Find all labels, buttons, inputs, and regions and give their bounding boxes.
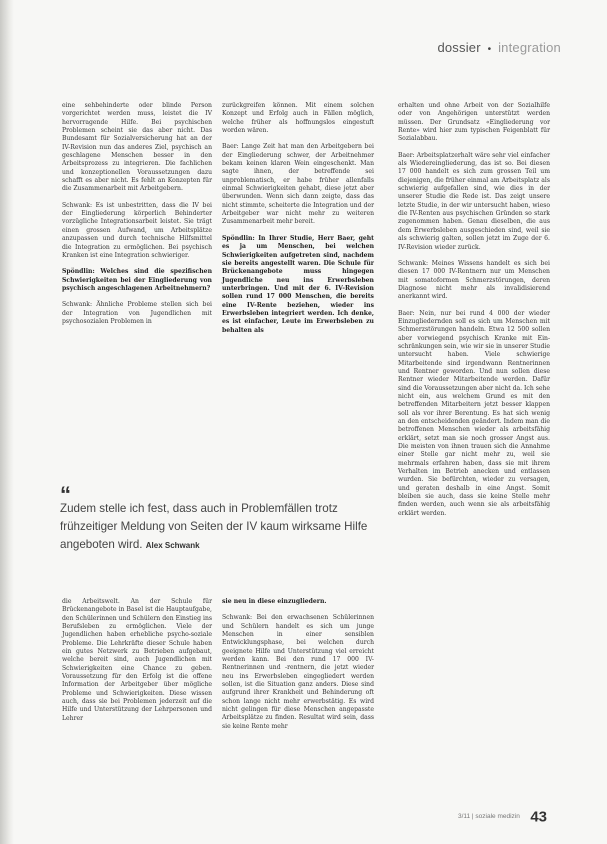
paragraph: Baer: Nein, nur bei rund 4 000 der wieder Einzugliedernden soll es sich um Menschen mit Schmerzstörungen handeln. Etwa 12 500 sollen aber vorwiegend psychisch Kranke mit Ein- schränkungen sein, wie wir sie in unserer Studie untersucht haben. Viele schwierige Mitarbeitende sind irgendwann Rentnerinnen und Rentner geworden. Und nun sollen diese Rentner wieder Mitarbeitende werden. Dafür sind die Voraussetzungen aber nicht da. Ich sehe nicht ein, aus welchem Grund es mit den betreffenden Mitarbeitern jetzt besser klappen soll als vor ihrer Berentung. Es hat sich wenig an den entscheidenden geändert. Indem man die betroffenen Menschen wieder als arbeitsfähig erklärt, setzt man sie noch grosser Angst aus. Die meisten von ihnen trauen sich die Annahme einer Stelle gar nicht mehr zu, weil sie mehrmals erfahren haben, dass sie mit ihrem Verhalten im Betrieb anecken und entlassen wurden. Sie befürchten, wieder zu versagen, und geraten deshalb in eine Angst. Somit bleiben sie auch, dass sie keine Stelle mehr finden werden, auch wenn sie als arbeitsfähig erklärt werden. <box>398 309 550 517</box>
paragraph: Schwank: Ähnliche Probleme stellen sich bei der Integration von Jugendlichen mit psychosozialen Problemen in <box>62 301 212 325</box>
paragraph: zurückgreifen können. Mit einem solchen Konzept und Erfolg auch in Fällen möglich, welche früher als hoffnungslos eingestuft worden wären. <box>222 102 374 135</box>
paragraph: die Arbeitswelt. An der Schule für Brückenangebote in Basel ist die Hauptaufgabe, den Schülerinnen und Schülern den Einstieg ins Berufsleben zu ermöglichen. Viele der Jugendlichen haben erhebliche psycho-soziale Probleme. Die Lehrkräfte dieser Schule haben ein gutes Netzwerk zu Betrieben aufgebaut, welche bereit sind, auch Jugendlichen mit Schwierigkeiten eine Chance zu geben. Voraussetzung für den Erfolg ist die offene Information der Arbeitgeber über mögliche Probleme und Schwierigkeiten. Diese wissen auch, dass sie bei Problemen jederzeit auf die Hilfe und Unterstützung der Lehrpersonen und Lehrer <box>62 598 212 722</box>
paragraph: Spöndlin: In Ihrer Studie, Herr Baer, geht es ja um Menschen, bei welchen Schwierigkeiten aufgetreten sind, nachdem sie bereits angestellt waren. Die Schule für Brückenangebote muss hingegen Jugendliche neu ins Erwerbsleben unterbringen. Und mit der 6. IV-Revision sollen rund 17 000 Menschen, die bereits eine IV-Rente beziehen, wieder ins Erwerbsleben integriert werden. Ich denke, es ist einfacher, Leute im Erwerbsleben zu behalten als <box>222 234 374 334</box>
paragraph: sie neu in diese einzugliedern. <box>222 598 327 605</box>
column-3 <box>398 102 550 526</box>
column-1-top <box>62 102 212 334</box>
paragraph: Schwank: Bei den erwachsenen Schülerinnen und Schülern handelt es sich um junge Menschen in einer sensiblen Entwicklungsphase, bei welchen durch geeignete Hilfe und Unterstützung viel erreicht werden kann. Bei den rund 17 000 IV-Rentnerinnen und -rentnern, die jetzt wieder neu ins Erwerbsleben eingegliedert werden sollen, ist die Situation ganz anders. Diese sind aufgrund ihrer Krankheit und Behinderung oft schon lange nicht mehr erwerbstätig. Es wird nicht gelingen für diese Menschen angepasste Arbeitsplätze zu finden. Resultat wird sein, dass sie keine Rente mehr <box>222 614 374 730</box>
bullet-separator: • <box>487 44 492 55</box>
paragraph: Schwank: Es ist unbestritten, dass die IV bei der Eingliederung körperlich Behinderter vorzügliche Integrationsarbeit leistet. Sie trägt einen grossen Aufwand, um Arbeitsplätze anzupassen und durch technische Hilfsmittel die Integration zu ermöglichen. Bei psychisch Kranken ist eine Integration schwieriger. <box>62 201 212 259</box>
paragraph: eine sehbehinderte oder blinde Person vorgerichtet werden muss, leistet die IV hervorragende Hilfe. Bei psychischen Problemen scheint sie das aber nicht. Das Bundesamt für Sozialversicherung hat an der IV-Revision nun das anderes Ziel, psychisch an geschlagene Menschen besser in den Arbeitsprozess zu integrieren. Die fachlichen und konzeptionellen Voraussetzungen dazu schafft es aber nicht. Es fehlt an Konzepten für die Zusammenarbeit mit Arbeitgebern. <box>62 102 212 193</box>
paragraph: Schwank: Meines Wissens handelt es sich bei diesen 17 000 IV-Rentnern nur um Menschen mit somatoformen Schmerzstörungen, deren Diagnose nicht mehr als invalidisierend anerkannt wird. <box>398 259 550 301</box>
topic-label: integration <box>498 40 561 55</box>
pull-quote-author: Alex Schwank <box>145 541 200 550</box>
quote-mark-icon: “ <box>60 482 71 507</box>
column-2-top <box>222 102 374 343</box>
column-1-bottom <box>62 598 212 731</box>
page-number: 43 <box>530 808 547 826</box>
paragraph: Baer: Lange Zeit hat man den Arbeitgebern bei der Eingliederung schwer, der Arbeitnehmer bekam keinen klaren Wein eingeschenkt. Man sagte ihnen, der betreffende sei unproblematisch, er habe früher allenfalls einmal Schwierigkeiten gehabt, diese jetzt aber überwunden. Wenn sich dann zeigte, dass das nicht stimmte, scheiterte die Integration und der Arbeitgeber war nicht mehr zu weiteren Zusammenarbeit mehr bereit. <box>222 143 374 226</box>
issue-source: 3/11 | soziale medizin <box>457 813 520 821</box>
page-fold-shadow <box>0 0 14 844</box>
section-label: dossier <box>437 40 481 55</box>
paragraph: Spöndlin: Welches sind die spezifischen Schwierigkeiten bei der Eingliederung von psychisch angeschlagenen Arbeitnehmern? <box>62 268 212 292</box>
section-header <box>437 40 561 55</box>
pull-quote-text <box>60 500 378 555</box>
page-footer <box>458 808 547 826</box>
paragraph: Baer: Arbeitsplatzerhalt wäre sehr viel einfacher als Wiedereingliederung, das ist so. Bei diesen 17 000 handelt es sich zum grossen Teil um diejenigen, die früher einmal am Arbeitsplatz als schwierig aufgefallen sind, wie dies in der unserer Studie die Rede ist. Das zeigt unsere letzte Studie, in der wir untersucht haben, wieso die IV-Renten aus psychischen Gründen so stark zugenommen haben. Genau dieselben, die aus dem Erwerbsleben ausgeschieden sind, weil sie als schwierig galten, sollen jetzt im Zuge der 6. IV-Revision wieder zurück. <box>398 151 550 251</box>
pull-quote-body: Zudem stelle ich fest, dass auch in Problemfällen trotz frühzeitiger Meldung von Seiten der IV kaum wirksame Hilfe angeboten wird. <box>60 502 368 551</box>
column-2-bottom <box>222 598 374 739</box>
paragraph: erhalten und ohne Arbeit von der Sozialhilfe oder von Angehörigen unterstützt werden müssen. Der Grundsatz «Eingliederung vor Rente» wird hier zum typischen Feigenblatt für Sozialabbau. <box>398 102 550 143</box>
